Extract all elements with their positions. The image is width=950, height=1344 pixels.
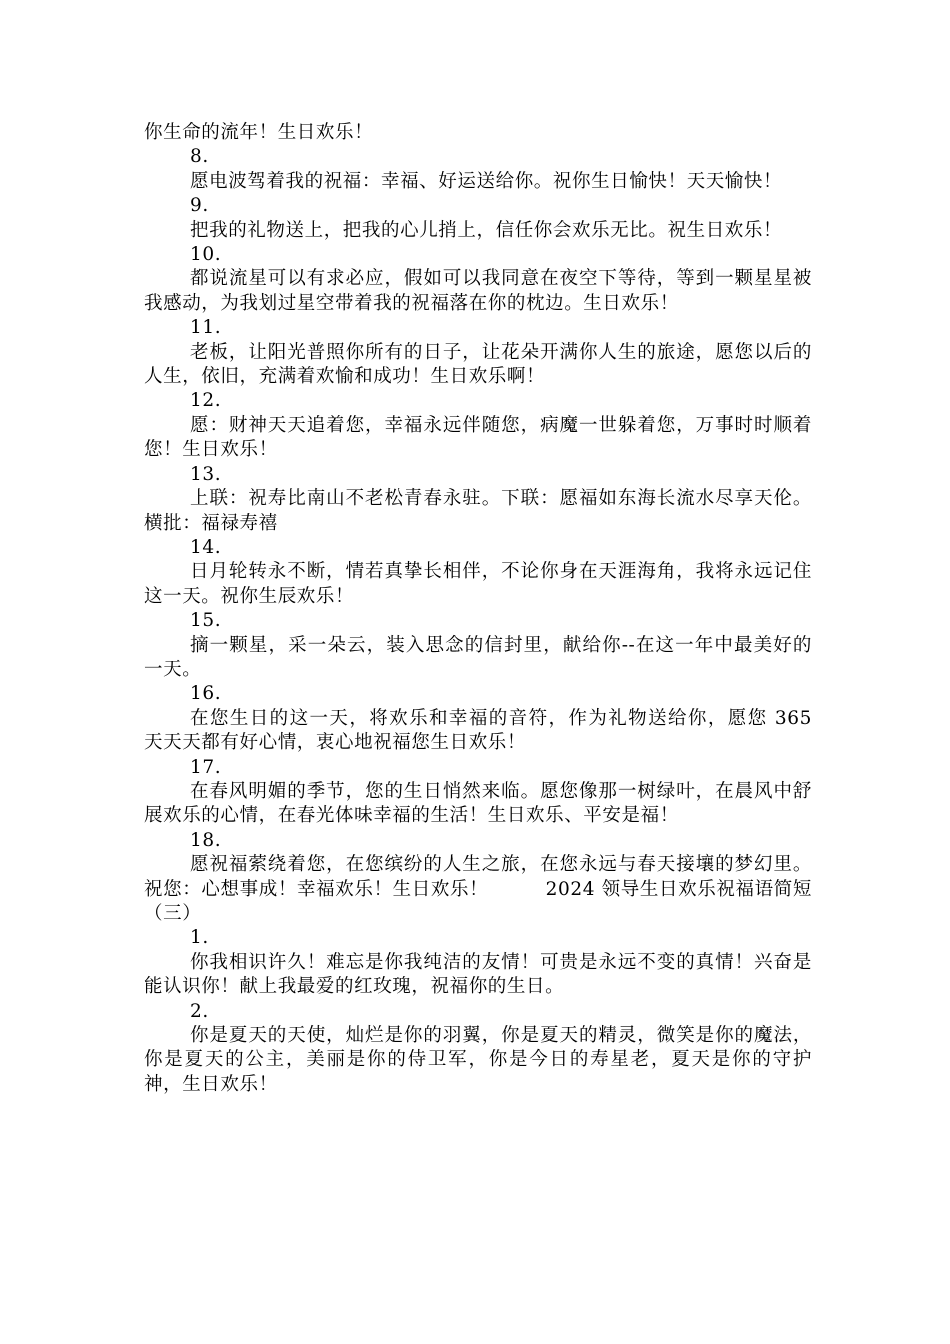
item-number: 9. xyxy=(190,195,209,217)
document-page xyxy=(144,121,812,1097)
paragraph-text: 愿：财神天天追着您，幸福永远伴随您，病魔一世躲着您，万事时时顺着您！生日欢乐！ xyxy=(144,414,812,461)
paragraph-text: 都说流星可以有求必应，假如可以我同意在夜空下等待，等到一颗星星被我感动，为我划过星空带着我的祝福落在你的枕边。生日欢乐！ xyxy=(144,268,812,314)
paragraph-text: 摘一颗星，采一朵云，装入思念的信封里，献给你--在这一年中最美好的一天。 xyxy=(144,634,812,680)
item-number: 8. xyxy=(190,146,209,168)
item-number: 16. xyxy=(190,683,222,705)
paragraph-text: 老板，让阳光普照你所有的日子，让花朵开满你人生的旅途，愿您以后的人生，依旧，充满着欢愉和成功！生日欢乐啊！ xyxy=(144,341,812,388)
item-number: 14. xyxy=(190,536,222,558)
item-number: 1. xyxy=(190,927,209,949)
item-number: 2. xyxy=(190,1000,209,1022)
item-number: 17. xyxy=(190,756,222,778)
paragraph-text: 日月轮转永不断，情若真挚长相伴，不论你身在天涯海角，我将永远记住这一天。祝你生辰欢乐！ xyxy=(144,561,812,607)
paragraph-text: 在春风明媚的季节，您的生日悄然来临。愿您像那一树绿叶，在晨风中舒展欢乐的心情，在春光体味幸福的生活！生日欢乐、平安是福！ xyxy=(144,780,812,827)
item-number: 12. xyxy=(190,390,222,412)
paragraph-text: 把我的礼物送上，把我的心儿捎上，信任你会欢乐无比。祝生日欢乐！ xyxy=(190,219,783,241)
paragraph-text: 你生命的流年！生日欢乐！ xyxy=(144,122,374,143)
paragraph-text: 愿祝福萦绕着您，在您缤纷的人生之旅，在您永远与春天接壤的梦幻里。祝您：心想事成！幸福欢乐！生日欢乐！ 2024 领导生日欢乐祝福语简短（三） xyxy=(144,854,812,924)
paragraph-text: 你是夏天的天使，灿烂是你的羽翼，你是夏天的精灵，微笑是你的魔法，你是夏天的公主，美丽是你的侍卫军，你是今日的寿星老，夏天是你的守护神，生日欢乐！ xyxy=(144,1025,812,1095)
paragraph-text: 在您生日的这一天，将欢乐和幸福的音符，作为礼物送给你，愿您 365 天天天都有好心情，衷心地祝福您生日欢乐！ xyxy=(144,707,812,754)
paragraph-text: 愿电波驾着我的祝福：幸福、好运送给你。祝你生日愉快！天天愉快！ xyxy=(190,170,783,192)
item-number: 13. xyxy=(190,463,222,485)
paragraph-text: 上联：祝寿比南山不老松青春永驻。下联：愿福如东海长流水尽享天伦。横批：福禄寿禧 xyxy=(144,488,812,534)
item-number: 11. xyxy=(190,317,222,339)
item-number: 10. xyxy=(190,244,222,266)
item-number: 18. xyxy=(190,829,222,851)
paragraph-text: 你我相识许久！难忘是你我纯洁的友情！可贵是永远不变的真情！兴奋是能认识你！献上我最爱的红玫瑰，祝福你的生日。 xyxy=(144,951,812,998)
item-number: 15. xyxy=(190,610,222,632)
